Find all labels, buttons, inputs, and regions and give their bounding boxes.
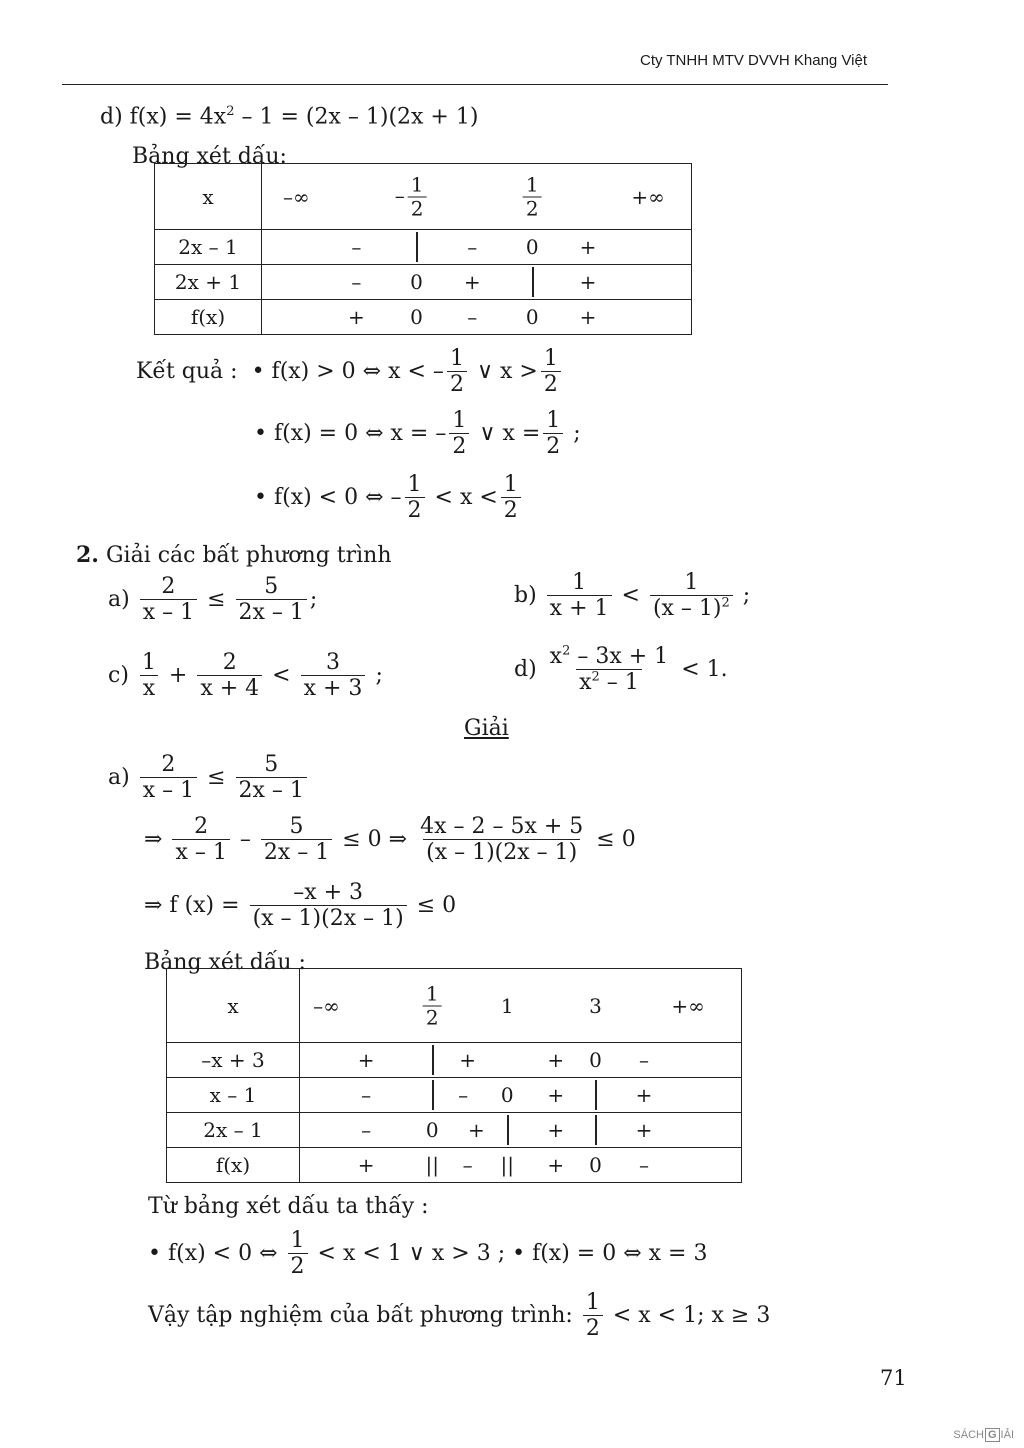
problem-2a: a) $\frac{2}{x - 1}$ ≤ $\frac{5}{2x - 1}$ ;	[108, 574, 318, 626]
crit-one: 1	[500, 993, 514, 1018]
solution-a-line-1: a) $\frac{2}{x - 1}$ ≤ $\frac{5}{2x - 1}$	[108, 752, 310, 804]
neg-infinity: –∞	[313, 993, 340, 1018]
conclusion-line-2: Vậy tập nghiệm của bất phương trình: $\frac{1}{2}$ < x < 1; x ≥ 3	[148, 1290, 771, 1342]
pos-infinity: +∞	[631, 184, 665, 209]
x-header: x	[167, 969, 300, 1043]
row-label: f(x)	[167, 1148, 300, 1183]
neg-infinity: –∞	[282, 184, 310, 209]
page-number: 71	[880, 1366, 907, 1390]
sign-row: + + + 0 –	[300, 1043, 742, 1078]
result-line-1: Kết quả : • f(x) > 0 ⇔ x < – $\frac{1}{2}$ ∨ x > $\frac{1}{2}$	[136, 346, 564, 398]
problem-2d: d) $\frac{x^2 - 3x + 1}{x^2 - 1}$ < 1.	[514, 643, 728, 696]
problem-2b: b) $\frac{1}{x + 1}$ < $\frac{1}{(x - 1)^2}$ ;	[514, 570, 751, 622]
table1-title: Bảng xét dấu:	[132, 144, 287, 169]
publisher-header: Cty TNHH MTV DVVH Khang Việt	[640, 52, 868, 69]
sign-row: – 0 + +	[262, 265, 692, 300]
row-label: 2x + 1	[155, 265, 262, 300]
row-label: f(x)	[155, 300, 262, 335]
problem-2-title: 2. Giải các bất phương trình	[76, 542, 392, 568]
result-line-3: • f(x) < 0 ⇔ – $\frac{1}{2}$ < x < $\frac{1}{2}$	[254, 472, 524, 524]
solution-a-line-2: ⇒ $\frac{2}{x - 1}$ – $\frac{5}{2x - 1}$ ≤ 0 ⇒ $\frac{4x - 2 - 5x + 5}{(x - 1)(2x - 1)}$ ≤ 0	[144, 814, 636, 866]
row-label: x – 1	[167, 1078, 300, 1113]
header-rule	[62, 84, 888, 85]
crit-three: 3	[589, 993, 602, 1018]
sign-row: – – 0 + +	[300, 1078, 742, 1113]
x-header: x	[155, 164, 262, 230]
row-label: 2x – 1	[155, 230, 262, 265]
part-d-function: d) $f(x) = 4x^2 - 1 = (2x - 1)(2x + 1)$	[100, 104, 479, 130]
watermark-logo: SÁCH G IẢI	[953, 1429, 1014, 1441]
problem-2c: c) $\frac{1}{x}$ + $\frac{2}{x + 4}$ < $\frac{3}{x + 3}$ ;	[108, 650, 383, 702]
pos-infinity: +∞	[671, 993, 705, 1018]
sign-row: + || – || + 0 –	[300, 1148, 742, 1183]
row-label: 2x – 1	[167, 1113, 300, 1148]
crit-half: $\frac{1}{2}$	[420, 982, 445, 1029]
crit-neg-half: – $\frac{1}{2}$	[395, 173, 430, 220]
sign-row: – 0 + + +	[300, 1113, 742, 1148]
sign-table-1	[154, 163, 692, 335]
conclusion-intro: Từ bảng xét dấu ta thấy :	[148, 1194, 429, 1219]
row-label: –x + 3	[167, 1043, 300, 1078]
crit-half: $\frac{1}{2}$	[520, 173, 545, 220]
solution-a-line-3: ⇒ f (x) = $\frac{-x + 3}{(x - 1)(2x - 1)}$ ≤ 0	[144, 880, 457, 932]
table2-title: Bảng xét dấu :	[144, 950, 306, 975]
sign-table-2	[166, 968, 742, 1183]
sign-row: – – 0 +	[262, 230, 692, 265]
sign-row: + 0 – 0 +	[262, 300, 692, 335]
result-line-2: • f(x) = 0 ⇔ x = – $\frac{1}{2}$ ∨ x = $\frac{1}{2}$ ;	[254, 408, 581, 460]
conclusion-line-1: • f(x) < 0 ⇔ $\frac{1}{2}$ < x < 1 ∨ x > 3 ; • f(x) = 0 ⇔ x = 3	[148, 1228, 708, 1280]
solution-heading: Giải	[464, 716, 509, 741]
